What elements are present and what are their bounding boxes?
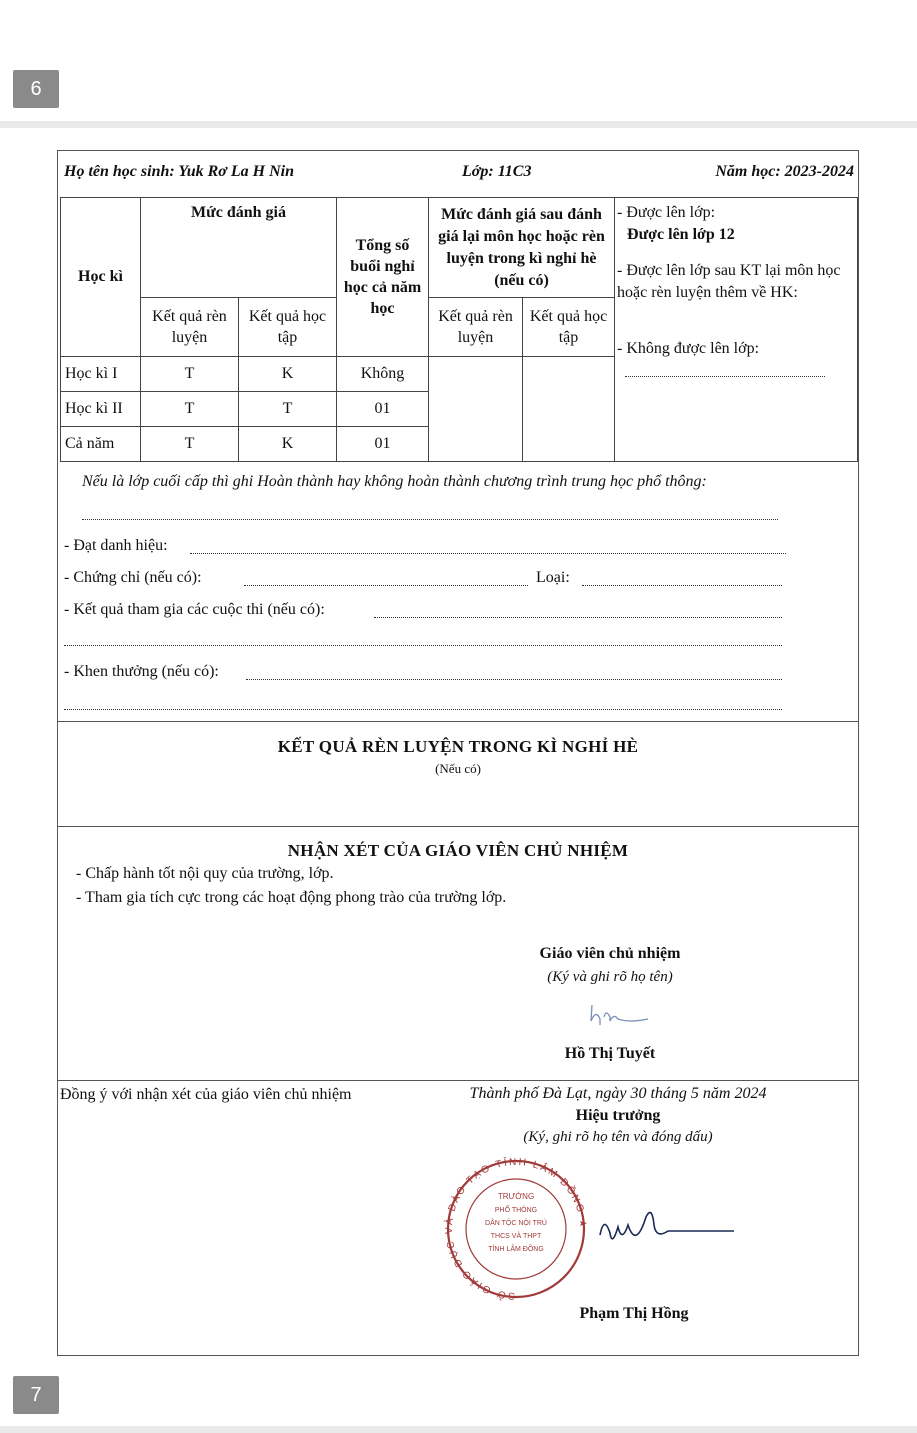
agree-text: Đồng ý với nhận xét của giáo viên chủ nhiệm bbox=[60, 1086, 352, 1103]
section-divider bbox=[58, 1080, 858, 1081]
award-dots bbox=[190, 553, 786, 554]
page-number-marker-next: 7 bbox=[13, 1376, 59, 1414]
teacher-comment-line: - Chấp hành tốt nội quy của trường, lớp. bbox=[76, 865, 334, 882]
sub-study-re: Kết quả học tập bbox=[523, 298, 615, 356]
commendation-dots-2 bbox=[64, 709, 782, 710]
page-number-marker: 6 bbox=[13, 70, 59, 108]
svg-text:PHỔ THÔNG: PHỔ THÔNG bbox=[494, 1207, 538, 1214]
competition-dots-2 bbox=[64, 645, 782, 646]
sub-conduct-re: Kết quả rèn luyện bbox=[429, 298, 523, 356]
school-stamp bbox=[442, 1155, 762, 1305]
school-year: Năm học: 2023-2024 bbox=[715, 163, 854, 180]
principal-role: Hiệu trưởng bbox=[575, 1107, 661, 1124]
completion-note-text: Nếu là lớp cuối cấp thì ghi Hoàn thành hay không hoàn thành chương trình trung học phổ thông: bbox=[82, 473, 707, 490]
commendation-label: - Khen thưởng (nếu có): bbox=[64, 663, 219, 680]
competition-label: - Kết quả tham gia các cuộc thi (nếu có): bbox=[64, 601, 325, 618]
place-date: Thành phố Đà Lạt, ngày 30 tháng 5 năm 2024 bbox=[469, 1085, 767, 1102]
header-reassessment: Mức đánh giá sau đánh giá lại môn học hoặc rèn luyện trong kì nghỉ hè (nếu có) bbox=[429, 198, 615, 298]
certificate-type-label: Loại: bbox=[536, 569, 570, 586]
re-conduct-empty bbox=[429, 356, 523, 461]
not-promoted-dots bbox=[625, 366, 825, 377]
not-promoted-label: - Không được lên lớp: bbox=[617, 340, 760, 357]
svg-text:TRƯỜNG: TRƯỜNG bbox=[497, 1192, 535, 1201]
row-conduct: T bbox=[141, 391, 239, 426]
svg-text:TỈNH LÂM ĐỒNG: TỈNH LÂM ĐỒNG bbox=[488, 1246, 544, 1253]
header-assessment: Mức đánh giá bbox=[141, 198, 337, 298]
row-term: Học kì II bbox=[61, 391, 141, 426]
teacher-comment-line: - Tham gia tích cực trong các hoạt động phong trào của trường lớp. bbox=[76, 889, 507, 906]
certificate-label: - Chứng chỉ (nếu có): bbox=[64, 569, 202, 586]
teacher-role: Giáo viên chủ nhiệm bbox=[539, 945, 681, 962]
section-divider bbox=[58, 826, 858, 827]
student-name: Họ tên học sinh: Yuk Rơ La H Nin bbox=[64, 163, 294, 180]
page-divider-bottom bbox=[0, 1426, 917, 1433]
sub-conduct: Kết quả rèn luyện bbox=[141, 298, 239, 356]
certificate-type-dots bbox=[582, 585, 782, 586]
certificate-dots bbox=[244, 585, 528, 586]
row-term: Cả năm bbox=[61, 426, 141, 461]
section-divider bbox=[58, 721, 858, 722]
row-study: T bbox=[239, 391, 337, 426]
promotion-retest: - Được lên lớp sau KT lại môn học hoặc rèn luyện thêm về HK: bbox=[617, 262, 841, 301]
row-absences: 01 bbox=[337, 426, 429, 461]
sub-study: Kết quả học tập bbox=[239, 298, 337, 356]
results-table bbox=[60, 197, 858, 462]
row-conduct: T bbox=[141, 356, 239, 391]
svg-text:THCS VÀ THPT: THCS VÀ THPT bbox=[490, 1233, 542, 1240]
principal-sign-note: (Ký, ghi rõ họ tên và đóng dấu) bbox=[523, 1129, 713, 1145]
award-label: - Đạt danh hiệu: bbox=[64, 537, 168, 554]
summer-title: KẾT QUẢ RÈN LUYỆN TRONG KÌ NGHỈ HÈ bbox=[277, 737, 639, 756]
commendation-dots bbox=[246, 679, 782, 680]
competition-dots bbox=[374, 617, 782, 618]
row-study: K bbox=[239, 356, 337, 391]
row-absences: Không bbox=[337, 356, 429, 391]
svg-text:DÂN TỘC NỘI TRÚ: DÂN TỘC NỘI TRÚ bbox=[485, 1220, 547, 1227]
promotion-label: - Được lên lớp: bbox=[617, 204, 716, 221]
teacher-sign-note: (Ký và ghi rõ họ tên) bbox=[547, 969, 673, 985]
promotion-value: Được lên lớp 12 bbox=[627, 226, 735, 243]
teacher-comment-title: NHẬN XÉT CỦA GIÁO VIÊN CHỦ NHIỆM bbox=[287, 841, 629, 860]
page-divider bbox=[0, 121, 917, 128]
row-conduct: T bbox=[141, 426, 239, 461]
teacher-signature bbox=[586, 999, 656, 1029]
row-study: K bbox=[239, 426, 337, 461]
re-study-empty bbox=[523, 356, 615, 461]
teacher-name: Hồ Thị Tuyết bbox=[564, 1045, 656, 1062]
row-term: Học kì I bbox=[61, 356, 141, 391]
principal-name: Phạm Thị Hồng bbox=[579, 1305, 689, 1322]
header-absences: Tổng số buổi nghỉ học cả năm học bbox=[337, 198, 429, 357]
header-term: Học kì bbox=[61, 198, 141, 357]
svg-text:SỞ GIÁO DỤC VÀ ĐÀO TẠO TỈNH LÂ: SỞ GIÁO DỤC VÀ ĐÀO TẠO TỈNH LÂM ĐỒNG ★ bbox=[443, 1156, 589, 1302]
completion-dots bbox=[82, 519, 778, 520]
row-absences: 01 bbox=[337, 391, 429, 426]
class-label: Lớp: 11C3 bbox=[462, 163, 532, 180]
summer-note: (Nếu có) bbox=[435, 761, 481, 776]
report-card-sheet bbox=[57, 150, 859, 1356]
promotion-cell bbox=[615, 198, 858, 462]
